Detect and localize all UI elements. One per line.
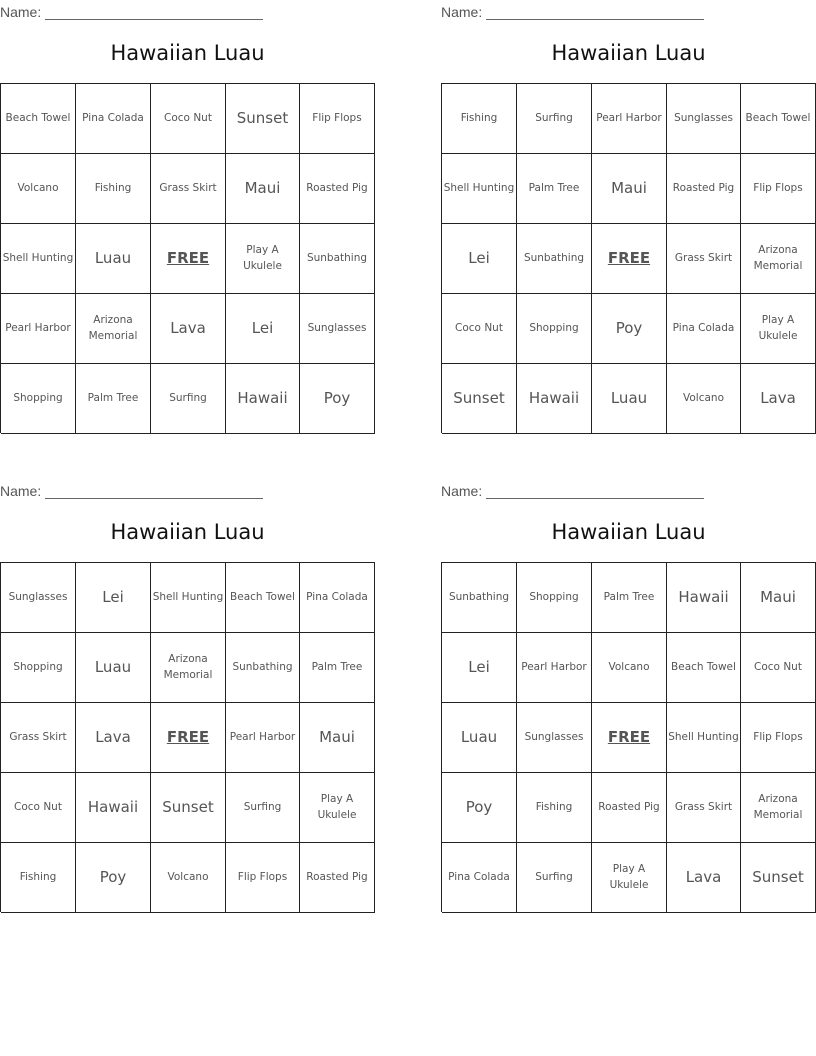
bingo-cell[interactable]: Fishing [76, 154, 151, 224]
name-blank-line[interactable] [486, 484, 704, 499]
bingo-cell[interactable]: Coco Nut [741, 633, 816, 703]
bingo-cell[interactable]: Arizona Memorial [151, 633, 226, 703]
bingo-cell[interactable]: Play A Ukulele [592, 843, 667, 913]
card-title: Hawaiian Luau [551, 520, 706, 544]
bingo-cell[interactable]: Surfing [226, 773, 300, 843]
bingo-cell[interactable]: Roasted Pig [300, 154, 375, 224]
bingo-cell[interactable]: Lava [76, 703, 151, 773]
bingo-cell[interactable]: Play A Ukulele [300, 773, 375, 843]
bingo-cell[interactable]: Pearl Harbor [517, 633, 592, 703]
bingo-cell[interactable]: Sunbathing [300, 224, 375, 294]
bingo-cell[interactable]: Luau [76, 633, 151, 703]
bingo-cell[interactable]: Maui [741, 563, 816, 633]
bingo-cell[interactable]: Grass Skirt [667, 224, 741, 294]
free-space-cell[interactable]: FREE [592, 224, 667, 294]
bingo-card-1 [0, 0, 375, 432]
bingo-cell[interactable]: Maui [300, 703, 375, 773]
bingo-cell[interactable]: Shopping [517, 563, 592, 633]
bingo-cell[interactable]: Lei [226, 294, 300, 364]
bingo-cell[interactable]: Arizona Memorial [76, 294, 151, 364]
bingo-cell[interactable]: Arizona Memorial [741, 773, 816, 843]
bingo-cell[interactable]: Sunset [741, 843, 816, 913]
bingo-cell[interactable]: Beach Towel [741, 84, 816, 154]
bingo-cell[interactable]: Sunglasses [1, 563, 76, 633]
bingo-cell[interactable]: Volcano [667, 364, 741, 434]
bingo-cell[interactable]: Hawaii [76, 773, 151, 843]
bingo-cell[interactable]: Pina Colada [300, 563, 375, 633]
bingo-cell[interactable]: Sunset [151, 773, 226, 843]
bingo-cell[interactable]: Sunbathing [226, 633, 300, 703]
free-space-cell[interactable]: FREE [151, 703, 226, 773]
bingo-cell[interactable]: Arizona Memorial [741, 224, 816, 294]
free-space-cell[interactable]: FREE [151, 224, 226, 294]
bingo-cell[interactable]: Play A Ukulele [226, 224, 300, 294]
bingo-cell[interactable]: Hawaii [667, 563, 741, 633]
bingo-cell[interactable]: Luau [592, 364, 667, 434]
bingo-cell[interactable]: Sunglasses [300, 294, 375, 364]
bingo-cell[interactable]: Palm Tree [592, 563, 667, 633]
bingo-cell[interactable]: Volcano [151, 843, 226, 913]
bingo-cell[interactable]: Sunbathing [517, 224, 592, 294]
bingo-cell[interactable]: Palm Tree [76, 364, 151, 434]
bingo-cell[interactable]: Surfing [151, 364, 226, 434]
bingo-cell[interactable]: Fishing [517, 773, 592, 843]
bingo-cell[interactable]: Shopping [1, 364, 76, 434]
bingo-cell[interactable]: Poy [442, 773, 517, 843]
bingo-cell[interactable]: Sunglasses [517, 703, 592, 773]
name-field[interactable] [441, 2, 704, 20]
bingo-cell[interactable]: Shell Hunting [1, 224, 76, 294]
bingo-cell[interactable]: Pearl Harbor [1, 294, 76, 364]
bingo-cell[interactable]: Hawaii [517, 364, 592, 434]
bingo-cell[interactable]: Lei [442, 224, 517, 294]
bingo-cell[interactable]: Pearl Harbor [226, 703, 300, 773]
bingo-cell[interactable]: Beach Towel [226, 563, 300, 633]
bingo-cell[interactable]: Palm Tree [517, 154, 592, 224]
bingo-grid [441, 83, 816, 433]
bingo-cell[interactable]: Lei [76, 563, 151, 633]
bingo-cell[interactable]: Grass Skirt [667, 773, 741, 843]
free-space-cell[interactable]: FREE [592, 703, 667, 773]
bingo-cell[interactable]: Coco Nut [1, 773, 76, 843]
card-title: Hawaiian Luau [110, 41, 265, 65]
bingo-card-3 [0, 479, 375, 911]
bingo-cell[interactable]: Flip Flops [300, 84, 375, 154]
name-blank-line[interactable] [45, 484, 263, 499]
bingo-cell[interactable]: Pina Colada [442, 843, 517, 913]
bingo-cell[interactable]: Coco Nut [151, 84, 226, 154]
bingo-cell[interactable]: Shopping [1, 633, 76, 703]
bingo-card-4 [441, 479, 816, 911]
bingo-cell[interactable]: Fishing [1, 843, 76, 913]
bingo-cell[interactable]: Poy [592, 294, 667, 364]
bingo-cell[interactable]: Poy [76, 843, 151, 913]
bingo-cell[interactable]: Poy [300, 364, 375, 434]
bingo-cell[interactable]: Fishing [442, 84, 517, 154]
bingo-cell[interactable]: Shell Hunting [442, 154, 517, 224]
bingo-cell[interactable]: Beach Towel [1, 84, 76, 154]
bingo-cell[interactable]: Pina Colada [667, 294, 741, 364]
bingo-cell[interactable]: Roasted Pig [592, 773, 667, 843]
name-field[interactable] [0, 2, 263, 20]
bingo-cell[interactable]: Luau [76, 224, 151, 294]
name-label: Name: [441, 483, 483, 499]
name-label: Name: [441, 4, 483, 20]
name-field[interactable] [441, 481, 704, 499]
card-title: Hawaiian Luau [110, 520, 265, 544]
bingo-cell[interactable]: Volcano [1, 154, 76, 224]
bingo-cell[interactable]: Roasted Pig [300, 843, 375, 913]
bingo-cell[interactable]: Surfing [517, 84, 592, 154]
bingo-cell[interactable]: Maui [592, 154, 667, 224]
bingo-cell[interactable]: Flip Flops [741, 703, 816, 773]
bingo-cell[interactable]: Grass Skirt [1, 703, 76, 773]
bingo-cell[interactable]: Volcano [592, 633, 667, 703]
bingo-cell[interactable]: Beach Towel [667, 633, 741, 703]
bingo-cell[interactable]: Palm Tree [300, 633, 375, 703]
bingo-cell[interactable]: Flip Flops [226, 843, 300, 913]
bingo-grid [0, 562, 375, 912]
bingo-cell[interactable]: Lei [442, 633, 517, 703]
bingo-cell[interactable]: Lava [741, 364, 816, 434]
bingo-cell[interactable]: Coco Nut [442, 294, 517, 364]
bingo-cell[interactable]: Shopping [517, 294, 592, 364]
bingo-cell[interactable]: Luau [442, 703, 517, 773]
bingo-cell[interactable]: Pina Colada [76, 84, 151, 154]
bingo-card-2 [441, 0, 816, 432]
bingo-cell[interactable]: Pearl Harbor [592, 84, 667, 154]
bingo-cell[interactable]: Sunglasses [667, 84, 741, 154]
name-blank-line[interactable] [45, 5, 263, 20]
bingo-cell[interactable]: Hawaii [226, 364, 300, 434]
bingo-grid [0, 83, 375, 433]
bingo-cell[interactable]: Sunset [226, 84, 300, 154]
bingo-cell[interactable]: Flip Flops [741, 154, 816, 224]
name-field[interactable] [0, 481, 263, 499]
bingo-cell[interactable]: Lava [151, 294, 226, 364]
card-title: Hawaiian Luau [551, 41, 706, 65]
bingo-cell[interactable]: Play A Ukulele [741, 294, 816, 364]
name-label: Name: [0, 483, 42, 499]
name-label: Name: [0, 4, 42, 20]
bingo-cell[interactable]: Roasted Pig [667, 154, 741, 224]
bingo-cell[interactable]: Surfing [517, 843, 592, 913]
bingo-cell[interactable]: Shell Hunting [667, 703, 741, 773]
bingo-grid [441, 562, 816, 912]
name-blank-line[interactable] [486, 5, 704, 20]
bingo-cell[interactable]: Sunbathing [442, 563, 517, 633]
bingo-cell[interactable]: Shell Hunting [151, 563, 226, 633]
bingo-cell[interactable]: Grass Skirt [151, 154, 226, 224]
bingo-cell[interactable]: Lava [667, 843, 741, 913]
bingo-cell[interactable]: Sunset [442, 364, 517, 434]
bingo-cell[interactable]: Maui [226, 154, 300, 224]
